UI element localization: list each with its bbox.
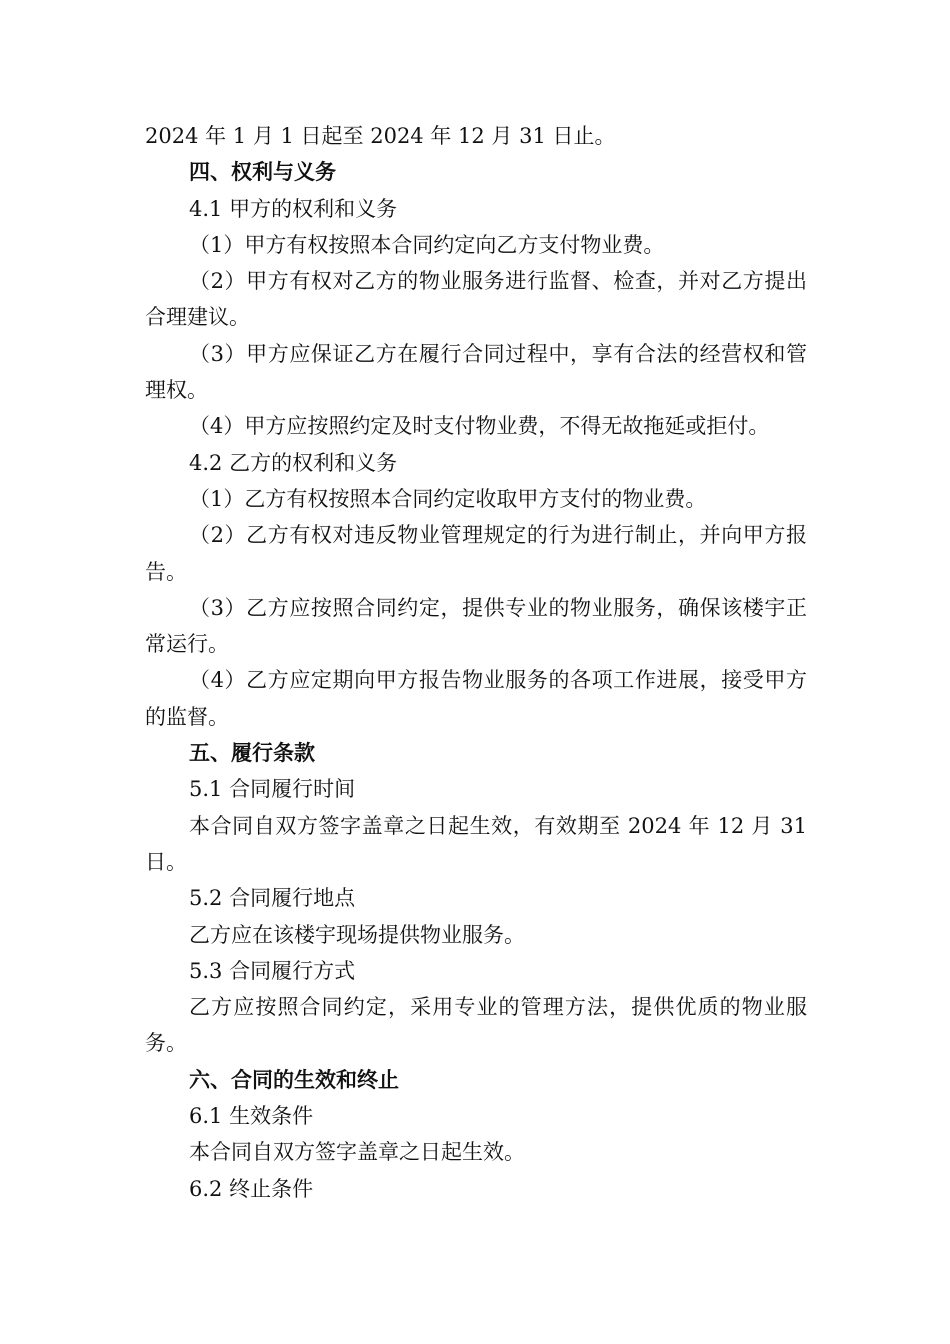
- list-item: （4）乙方应定期向甲方报告物业服务的各项工作进展，接受甲方的监督。: [145, 668, 807, 729]
- document-body: [145, 118, 807, 1207]
- subsection-title-performance-place: 5.2 合同履行地点: [189, 886, 356, 911]
- subsection-title-effect-conditions: 6.1 生效条件: [189, 1104, 314, 1129]
- paragraph-performance-time: 本合同自双方签字盖章之日起生效，有效期至 2024 年 12 月 31 日。: [145, 813, 807, 874]
- subsection-title-performance-method: 5.3 合同履行方式: [189, 958, 356, 983]
- section-heading-performance: 五、履行条款: [189, 741, 315, 766]
- paragraph-performance-place: 乙方应在该楼宇现场提供物业服务。: [189, 922, 525, 947]
- paragraph-performance-method: 乙方应按照合同约定，采用专业的管理方法，提供优质的物业服务。: [145, 995, 807, 1056]
- list-item: （3）甲方应保证乙方在履行合同过程中，享有合法的经营权和管理权。: [145, 341, 807, 403]
- section-heading-effect-termination: 六、合同的生效和终止: [189, 1067, 399, 1092]
- paragraph-effect-conditions: 本合同自双方签字盖章之日起生效。: [189, 1140, 525, 1165]
- subsection-title-party-a: 4.1 甲方的权利和义务: [189, 196, 398, 221]
- subsection-title-party-b: 4.2 乙方的权利和义务: [189, 450, 398, 475]
- paragraph-term-continuation: 2024 年 1 月 1 日起至 2024 年 12 月 31 日止。: [145, 124, 616, 148]
- list-item: （2）乙方有权对违反物业管理规定的行为进行制止，并向甲方报告。: [145, 523, 807, 584]
- list-item: （2）甲方有权对乙方的物业服务进行监督、检查，并对乙方提出合理建议。: [145, 269, 807, 330]
- list-item: （1）乙方有权按照本合同约定收取甲方支付的物业费。: [189, 486, 707, 511]
- subsection-title-performance-time: 5.1 合同履行时间: [189, 777, 356, 802]
- list-item: （3）乙方应按照合同约定，提供专业的物业服务，确保该楼宇正常运行。: [145, 595, 807, 657]
- list-item: （4）甲方应按照约定及时支付物业费，不得无故拖延或拒付。: [189, 414, 770, 439]
- list-item: （1）甲方有权按照本合同约定向乙方支付物业费。: [189, 232, 665, 257]
- section-heading-rights-obligations: 四、权利与义务: [189, 160, 336, 185]
- subsection-title-termination-conditions: 6.2 终止条件: [189, 1176, 314, 1201]
